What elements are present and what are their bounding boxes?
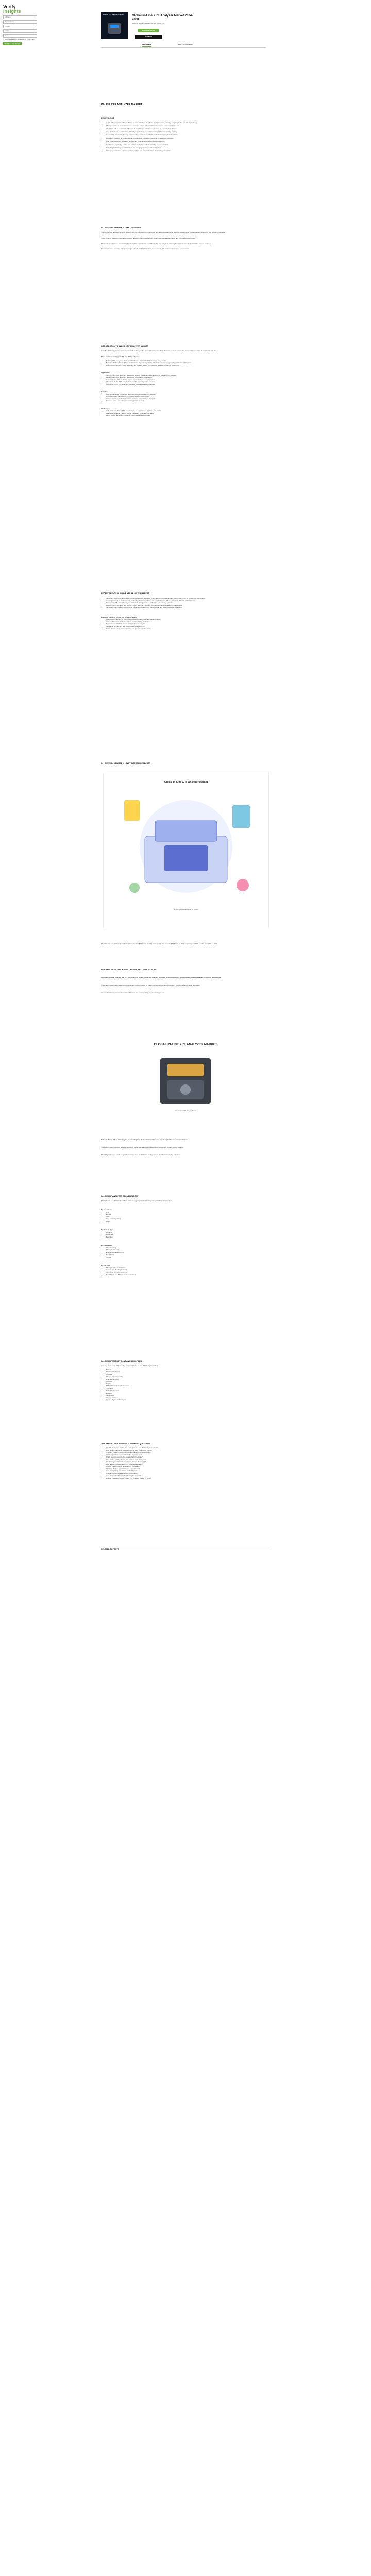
segmentation-section (101, 1195, 271, 1276)
company-item: • Innov-X Systems (106, 1397, 271, 1399)
overview-paragraph: The In-Line XRF analyzer market is growing with rising demand for continuous, non-destructive elemental analysis across mining, metals, cement, chemicals and recycling industries. (101, 231, 226, 234)
overview-paragraph: Manufacturers are investing in rugged designs suitable for harsh industrial environments with minimal maintenance requirements. (101, 248, 190, 250)
company-item: • Xenemetrix (106, 1394, 271, 1397)
email-field[interactable]: Business Email (3, 20, 37, 24)
benefit-item: • Improved process control: Operators can react immediately to changes. (106, 398, 271, 400)
company-item: • SPECTRO Analytical Instruments (106, 1385, 271, 1387)
company-item: • Rigaku (106, 1383, 271, 1385)
application-title: Application: (101, 371, 110, 374)
key-finding: • In-line XRF analyzers deliver real-time elemental analysis directly on production lines, reducing sampling delays and lab dependency. (106, 122, 271, 124)
introduction-section (101, 345, 271, 417)
overview-title: IN-LINE XRF ANALYZER MARKET OVERVIEW (101, 227, 141, 229)
market-size-title: IN-LINE XRF ANALYZER MARKET SIZE AND FORECAST (101, 762, 151, 765)
market-size-paragraph: The Global In-Line XRF Analyzer Market accounted for $XX Billion in 2023 and is anticipated to reach $XX Billion by 2030, registering a CAGR of XX% from 2024 to 2030. (101, 943, 218, 945)
launch-section (101, 1139, 271, 1156)
companies-intro: Here is a list of some of the leading companies in the In-Line XRF Analyzer Market: (101, 1365, 158, 1367)
question-item: • What new product developments are shaping the market? (106, 1461, 271, 1463)
company-item: • Elvatech (106, 1392, 271, 1395)
question-item: • What is the current market size of the global In-Line XRF Analyzer market? (106, 1447, 271, 1449)
emerging-trend-item: • Development of XRF analyzers for light element analysis. (106, 623, 271, 625)
segmentation-title: IN-LINE XRF ANALYZER SEGMENTATION (101, 1195, 138, 1197)
segment-item: • Europe (106, 1213, 271, 1216)
figure-caption: In-Line XRF Analyzer Market, By Region (174, 909, 198, 911)
segment-group-title: By End User (101, 1264, 110, 1267)
report-meta: Report ID: 123456 | Published: Nov 2024 | Pages: 150 (132, 23, 164, 24)
questions-section (101, 1443, 271, 1479)
question-item: • Which region is expected to grow at the highest rate? (106, 1456, 271, 1459)
trends-title: RECENT TRENDS IN IN-LINE XRF ANALYZER MARKET (101, 592, 149, 595)
emerging-trends-title: Emerging Trends in In-Line XRF Analyzer Market (101, 616, 137, 618)
question-item: • How are technological advances impacting adoption? (106, 1463, 271, 1466)
product-figure-title: GLOBAL IN-LINE XRF ANALYZER MARKET (154, 1043, 217, 1046)
new-product-section (101, 969, 271, 994)
challenges-title: Challenges: (101, 407, 110, 410)
trend-item: • Growing demand for environmental monitoring: Stricter regulations drive measurement of heavy metals in effluents and emissions. (106, 600, 271, 602)
cover-title: Global In-Line XRF Analyzer Market (103, 14, 124, 16)
analyzer-illustration (103, 1047, 268, 1109)
segment-item: • China (106, 1216, 271, 1218)
trend-item: • Increasing adoption of automated and networked XRF analyzers: Plants are connecting analyzers to control systems for closed-loop optimization. (106, 597, 271, 600)
key-finding: • Recycling and battery material sectors are emerging as new growth applications. (106, 147, 271, 149)
trends-section (101, 592, 271, 630)
report-cover-image (101, 12, 128, 39)
overview-paragraph: These systems measure material composition directly in the process stream, enabling immediate corrections and improved product quality. (101, 236, 196, 239)
application-item: • Metals: In-line XRF analyzers are used to control alloy composition. (106, 376, 271, 379)
question-item: • What is the outlook for the In-Line XRF Analyzer market by 2030? (106, 1477, 271, 1480)
company-item: • Oxford Instruments (106, 1389, 271, 1392)
consent-checkbox[interactable]: ☐ By submitting this form you agree to our Privacy Policy (3, 39, 35, 40)
benefit-item: • Real-time analysis: In-line XRF analyzers provide results within seconds. (106, 393, 271, 396)
companies-title: IN-LINE XRF MARKET COMPANIES PROFILED (101, 1360, 142, 1362)
related-reports-title: RELATED REPORTS (101, 1548, 120, 1550)
question-item: • Who are the leading players and what are their strategies? (106, 1459, 271, 1461)
market-illustration (104, 785, 268, 908)
company-item: • Thermo Fisher Scientific (106, 1376, 271, 1378)
company-item: • Bruker (106, 1369, 271, 1371)
logo-line2: Insights (3, 9, 21, 14)
buy-now-button[interactable]: BUY NOW (135, 35, 162, 39)
type-item: • Portable XRF Analyzers: These portable devices are handheld and easy to carry around. (106, 360, 271, 362)
segment-item: • Environmental monitoring (106, 1251, 271, 1254)
product-figure (103, 1041, 268, 1123)
figure-title: Global In-Line XRF Analyzer Market (164, 781, 208, 784)
trend-item: • Emergence of AI-assisted analytics: Machine learning improves calibration and anomaly detection. (106, 602, 271, 604)
launch-paragraph: The system offers improved detector resolution, faster analysis times and seamless connectivity to plant control systems. (101, 1146, 184, 1148)
segment-item: • Portable (106, 1231, 271, 1234)
question-item: • Which application segment holds the largest share? (106, 1454, 271, 1456)
challenge-item: • High initial cost: In-line XRF analyzers can be expensive to purchase and install. (106, 410, 271, 412)
product-paragraph: Advanced software provides automatic calibration and trend reporting for process engineers. (101, 991, 164, 994)
market-size-section (101, 762, 271, 765)
segment-item: • Chemicals and Petrochemicals (106, 1272, 271, 1274)
benefit-item: • Non-destructive: Samples are not altered during measurement. (106, 395, 271, 398)
question-item: • What is the competitive landscape of the market? (106, 1465, 271, 1468)
phone-field[interactable]: Phone (3, 34, 37, 38)
intro-paragraph: There are three main types of In-line XRF Analyzers: (101, 355, 140, 358)
company-item: • Shimadzu (106, 1387, 271, 1390)
emerging-trend-item: • Rising demand for remote monitoring and predictive maintenance. (106, 628, 271, 630)
logo[interactable] (3, 5, 21, 14)
download-sample-submit-button[interactable]: Download Free Sample (3, 42, 22, 45)
trend-item: • Increasing use in battery and recycling industries: Monitoring of lithium, cobalt and nickel streams is expanding. (106, 606, 271, 609)
consent-label: By submitting this form you agree to our Privacy Policy (4, 39, 35, 40)
intro-paragraph: An in-line XRF analyzer is an instrument installed directly in the process line that uses X-ray fluorescence to determine the elemental composition of materials in real time. (101, 350, 217, 352)
segment-group-title: By Application (101, 1244, 112, 1247)
key-finding: • Strategic partnerships between analyzer makers and automation firms are shaping competition. (106, 150, 271, 152)
launch-paragraph: The ability to analyze a wide range of elements makes it suitable for mining, cement, metals and recycling industries. (101, 1154, 181, 1156)
introduction-title: INTRODUCTION TO IN-LINE XRF ANALYZER MARKET (101, 345, 149, 347)
challenge-item: • Matrix effects: Variations in material properties can affect results. (106, 414, 271, 417)
question-item: • How large is the market expected to grow over the forecast period? (106, 1449, 271, 1452)
key-finding: • Mining, metals and cement industries remain the largest adopters due to continuous process control needs. (106, 125, 271, 127)
segment-group-title: By Geography (101, 1208, 112, 1211)
key-finding: • Integration with automation and Industry 4.0 platforms is accelerating demand for networked analyzers. (106, 128, 271, 130)
segment-item: • Benchtop (106, 1236, 271, 1239)
name-field[interactable]: Full Name (3, 15, 37, 19)
related-reports-section (101, 1546, 271, 1551)
application-item: • Cement: In-line XRF analyzers are used to control raw mix composition. (106, 379, 271, 381)
market-size-text (101, 943, 271, 945)
company-item: • Hitachi High-Tech (106, 1378, 271, 1381)
product-paragraph: The analyzer offers fast measurement cycles and robust housing for harsh environments, enabling operators to optimize beneficiation processes. (101, 984, 200, 986)
segment-item: • Mining and Metal Production (106, 1267, 271, 1269)
question-item: • How are supply chain trends affecting the industry? (106, 1475, 271, 1477)
key-finding: • Regulatory pressure on environmental compliance is increasing monitoring of hazardous elements. (106, 137, 271, 140)
application-item: • Recycling: In-line XRF analyzers are used to sort and classify materials. (106, 383, 271, 386)
segment-item: • Cement and Building Materials (106, 1269, 271, 1272)
challenge-item: • Calibration: Analyzers require regular calibration to maintain accuracy. (106, 412, 271, 415)
question-item: • How does pricing vary across product types? (106, 1470, 271, 1472)
key-findings-section (101, 103, 271, 153)
company-item: • Olympus (106, 1380, 271, 1383)
company-field[interactable]: Company (3, 25, 37, 28)
question-item: • What are the key opportunities for new entrants? (106, 1468, 271, 1470)
analyzer-device-icon (108, 23, 121, 34)
main-title: IN-LINE XRF ANALYZER MARKET (101, 103, 143, 106)
market-figure (103, 773, 269, 928)
tab-description[interactable]: DESCRIPTION (142, 44, 151, 46)
sample-request-form (3, 15, 37, 45)
country-field[interactable]: Country (3, 29, 37, 33)
emerging-trend-item: • Integration of analyzers with cloud-based data platforms. (106, 625, 271, 628)
segment-item: • Food Safety (106, 1253, 271, 1256)
key-findings-title: KEY FINDINGS (101, 117, 114, 120)
company-item: • Malvern Panalytical (106, 1371, 271, 1374)
companies-section (101, 1360, 271, 1401)
launch-paragraph: Release of new XRF in-line analyzer by a leading manufacturer expands measurement capabilities for industrial users. (101, 1139, 188, 1141)
download-sample-button[interactable]: Download Sample (138, 29, 159, 32)
questions-title: THIS REPORT WILL ANSWER FOLLOWING QUESTIONS (101, 1443, 150, 1445)
product-paragraph: Automatic Mineral Analysis and Ore XRF Analyzer: A new in-line XRF analyzer designed for continuous ore grade monitoring was launched for mining applications. (101, 976, 222, 979)
segment-item: • Others (106, 1256, 271, 1259)
emerging-trend-item: • Increased focus on product quality in metal and alloy production. (106, 621, 271, 623)
key-finding: • Advances in detector technology are improving sensitivity for light elements and lowering detection limits. (106, 134, 271, 137)
application-item: • Mining: In-line XRF analyzers are used to analyze the elemental composition of ores and concentrates. (106, 374, 271, 377)
company-item: • Applied Rigaku Technologies (106, 1399, 271, 1401)
overview-section (101, 227, 271, 250)
product-figure-caption: Global In-Line XRF Analyzer Market (175, 1110, 196, 1112)
report-tabs (101, 44, 266, 48)
trend-item: • Development of compact and energy-efficient analyzers: Smaller form factors enable installation in tight spaces. (106, 604, 271, 607)
key-finding: • Vendors are expanding service and calibration offerings to build recurring revenue streams. (106, 144, 271, 146)
segmentation-intro: The Global In-Line XRF Analyzer Market can be segmented into following categories for further analysis. (101, 1200, 173, 1202)
segment-group-title: By Product Type (101, 1229, 113, 1231)
tab-table-of-contents[interactable]: TABLE OF CONTENTS (178, 44, 193, 46)
segment-item: • Asia Excluding China (106, 1218, 271, 1221)
question-item: • What are the key drivers and restraints influencing market growth? (106, 1451, 271, 1454)
question-item: • What impact do regulations have on demand? (106, 1472, 271, 1475)
type-item: • Online XRF Analyzers: These analyzers are installed directly on production lines for continuous monitoring. (106, 364, 271, 367)
segment-item: • Food Safety and Pharmaceutical industries (106, 1274, 271, 1276)
application-item: • Chemicals: In-line XRF analyzers are used to monitor process streams. (106, 381, 271, 383)
new-product-title: NEW PRODUCT LAUNCH IN IN-LINE XRF ANALYZER MARKET (101, 969, 156, 971)
overview-paragraph: The development of new detectors and software has expanded the capabilities of in-line analyzers, allowing faster measurements and broader element coverage. (101, 242, 212, 245)
emerging-trend-item: • Use of XRF analyzers for real-time process control in mineral processing plants. (106, 618, 271, 621)
page-header (0, 0, 371, 49)
segment-item: • USA (106, 1211, 271, 1214)
segment-item: • Manufacturing (106, 1247, 271, 1249)
report-title: Global In-Line XRF Analyzer Market 2024-2030 (132, 14, 193, 21)
logo-line1: Verify (3, 4, 16, 9)
benefit-item: • Reduced costs: Less laboratory testing and lower waste. (106, 400, 271, 402)
segment-item: • Handheld (106, 1233, 271, 1236)
key-finding: • Asia-Pacific leads in installations driven by expansion of mineral processing and manufacturing capacity. (106, 131, 271, 133)
benefits-title: Benefits: (101, 391, 108, 393)
company-item: • HORIBA (106, 1374, 271, 1376)
type-item: • Benchtop XRF Analyzers: These analyzers are larger than portable XRF analyzers and are generally installed in a laboratory. (106, 362, 271, 364)
segment-item: • ROW (106, 1221, 271, 1223)
segment-item: • Mining and Metals (106, 1249, 271, 1251)
key-finding: • High initial investment remains a key restraint for small and medium-sized processors. (106, 140, 271, 143)
